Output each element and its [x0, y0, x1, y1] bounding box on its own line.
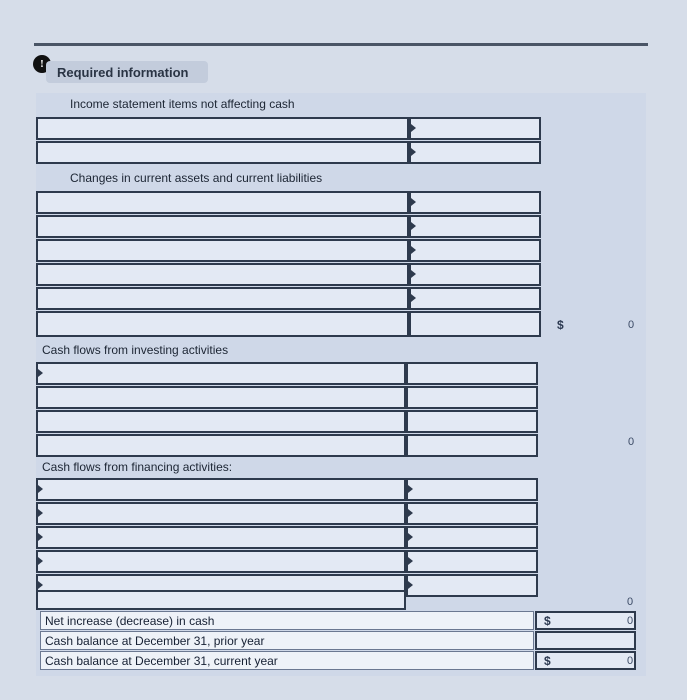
operating-total-label-input[interactable]	[36, 311, 409, 337]
input-marker	[408, 533, 413, 541]
financing-item-input-2[interactable]	[36, 502, 406, 525]
operating-total-value: 0	[628, 319, 635, 331]
current-change-amount-input-5[interactable]	[409, 287, 541, 310]
prior-balance-input[interactable]	[535, 631, 636, 650]
input-marker	[411, 148, 416, 156]
input-marker	[38, 581, 43, 589]
operating-subtotal-input[interactable]	[409, 311, 541, 337]
current-change-item-input-5[interactable]	[36, 287, 409, 310]
income-item-input-1[interactable]	[36, 117, 409, 140]
investing-amount-input-4[interactable]	[406, 434, 538, 457]
current-balance-label: Cash balance at December 31, current year	[40, 651, 534, 670]
net-change-value: 0	[627, 615, 634, 627]
investing-item-input-4[interactable]	[36, 434, 406, 457]
financing-amount-input-1[interactable]	[406, 478, 538, 501]
financing-amount-input-3[interactable]	[406, 526, 538, 549]
financing-total-value: 0	[627, 596, 634, 608]
current-change-item-input-4[interactable]	[36, 263, 409, 286]
current-change-item-input-1[interactable]	[36, 191, 409, 214]
investing-amount-input-1[interactable]	[406, 362, 538, 385]
investing-amount-input-3[interactable]	[406, 410, 538, 433]
input-marker	[38, 485, 43, 493]
financing-item-input-1[interactable]	[36, 478, 406, 501]
investing-amount-input-2[interactable]	[406, 386, 538, 409]
net-change-label: Net increase (decrease) in cash	[40, 611, 534, 630]
input-marker	[411, 124, 416, 132]
income-amount-input-2[interactable]	[409, 141, 541, 164]
financing-item-input-3[interactable]	[36, 526, 406, 549]
input-marker	[408, 509, 413, 517]
input-marker	[408, 557, 413, 565]
current-change-amount-input-3[interactable]	[409, 239, 541, 262]
info-icon: !	[33, 55, 51, 73]
top-divider	[34, 43, 648, 46]
input-marker	[38, 533, 43, 541]
current-changes-section-label: Changes in current assets and current liabilities	[70, 171, 323, 185]
investing-item-input-2[interactable]	[36, 386, 406, 409]
required-information-label: Required information	[57, 65, 189, 80]
financing-item-input-6[interactable]	[36, 590, 406, 610]
operating-total-currency: $	[557, 318, 564, 332]
investing-section-label: Cash flows from investing activities	[42, 343, 229, 357]
financing-amount-input-5[interactable]	[406, 574, 538, 597]
financing-amount-input-4[interactable]	[406, 550, 538, 573]
income-statement-section-label: Income statement items not affecting cash	[70, 97, 295, 111]
input-marker	[38, 557, 43, 565]
current-change-item-input-3[interactable]	[36, 239, 409, 262]
financing-amount-input-2[interactable]	[406, 502, 538, 525]
current-change-amount-input-2[interactable]	[409, 215, 541, 238]
input-marker	[411, 198, 416, 206]
input-marker	[411, 246, 416, 254]
investing-total-value: 0	[628, 436, 635, 448]
current-change-amount-input-1[interactable]	[409, 191, 541, 214]
financing-item-input-4[interactable]	[36, 550, 406, 573]
investing-item-input-1[interactable]	[36, 362, 406, 385]
current-change-item-input-2[interactable]	[36, 215, 409, 238]
input-marker	[411, 294, 416, 302]
input-marker	[411, 222, 416, 230]
income-item-input-2[interactable]	[36, 141, 409, 164]
net-change-currency: $	[544, 614, 551, 628]
input-marker	[408, 581, 413, 589]
current-change-amount-input-4[interactable]	[409, 263, 541, 286]
investing-item-input-3[interactable]	[36, 410, 406, 433]
current-balance-currency: $	[544, 654, 551, 668]
current-balance-value: 0	[627, 655, 634, 667]
prior-balance-label: Cash balance at December 31, prior year	[40, 631, 534, 650]
input-marker	[38, 509, 43, 517]
input-marker	[411, 270, 416, 278]
input-marker	[38, 369, 43, 377]
input-marker	[408, 485, 413, 493]
income-amount-input-1[interactable]	[409, 117, 541, 140]
financing-section-label: Cash flows from financing activities:	[42, 460, 233, 474]
